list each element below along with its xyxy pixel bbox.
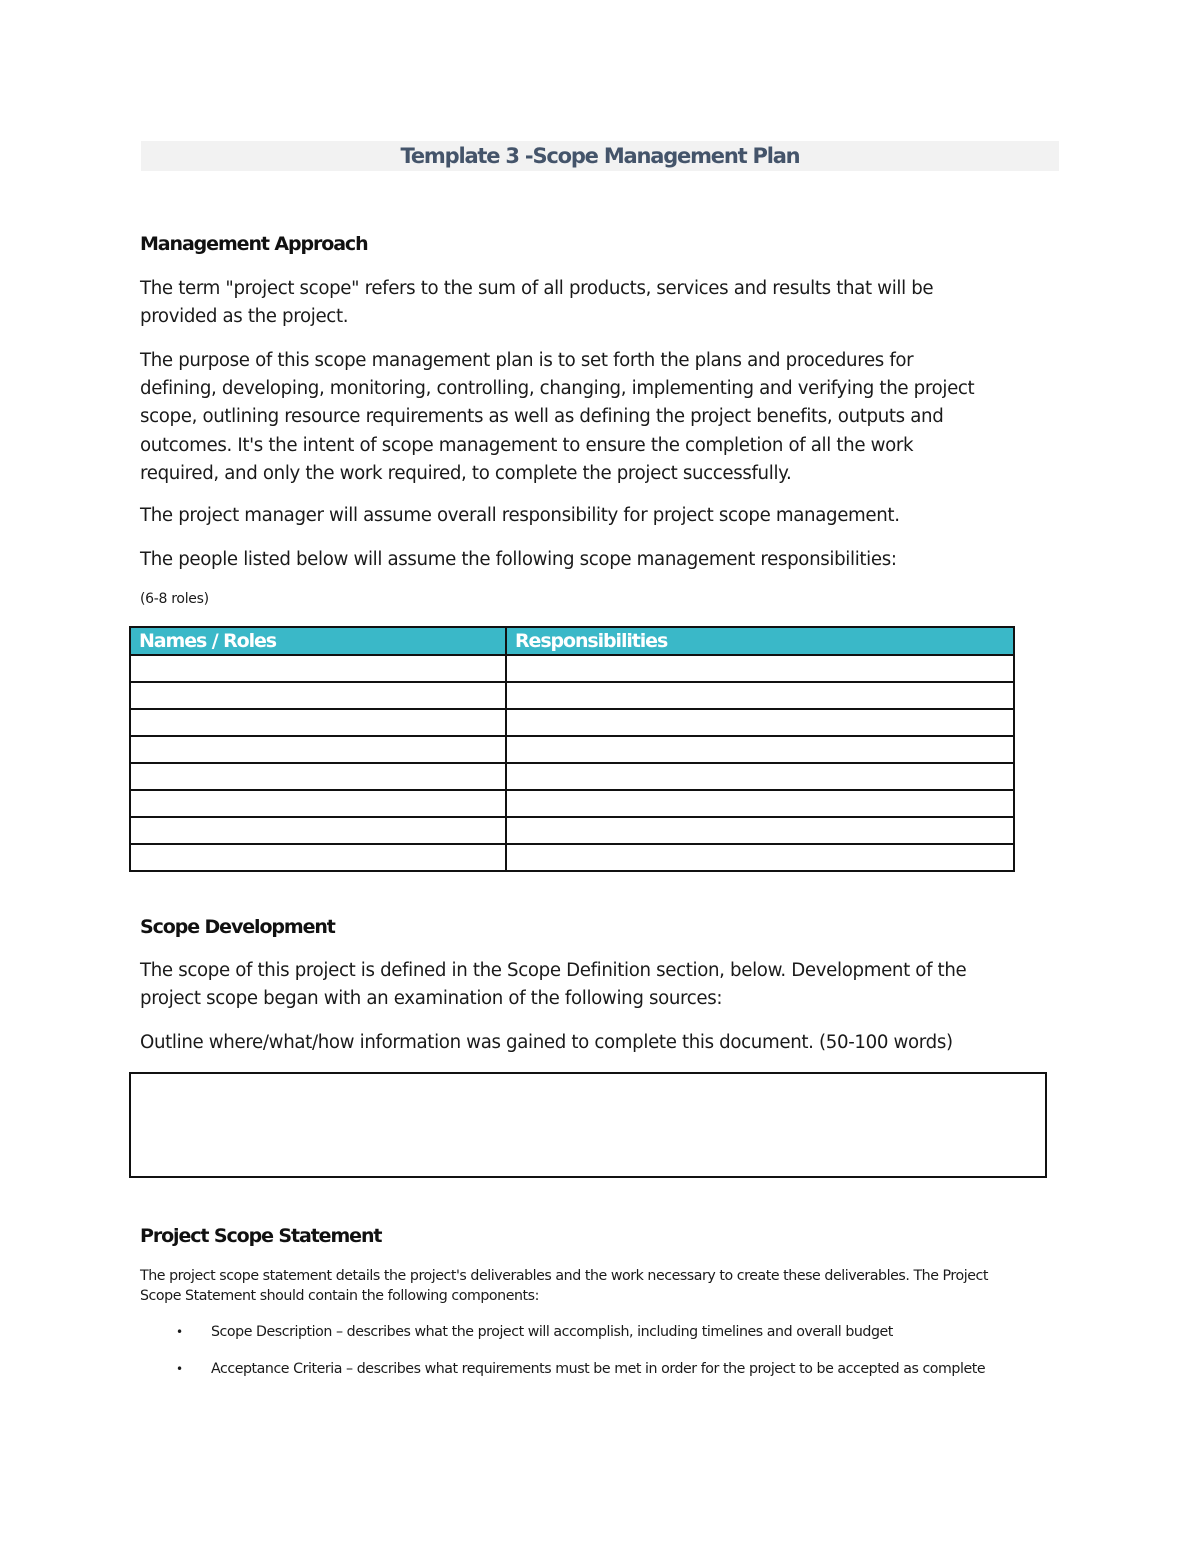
text-line: required, and only the work required, to complete the project successfully. [140,462,792,484]
text-line: outcomes. It's the intent of scope management to ensure the completion of all the work [140,434,914,456]
heading-scope-development: Scope Development [140,916,335,938]
bullet-icon: • [176,1325,183,1339]
responsibility-cell[interactable] [506,682,1014,709]
bullet-text: Scope Description – describes what the project will accomplish, including timelines and overall budget [211,1324,893,1340]
bullet-item-scope-description [176,1322,893,1342]
name-role-cell[interactable] [130,655,506,682]
text-line: The scope of this project is defined in the Scope Definition section, below. Development of the [140,960,967,981]
sources-answer-box[interactable] [129,1072,1047,1178]
bullet-item-acceptance-criteria [176,1359,985,1379]
text-line: Scope Statement should contain the following components: [140,1288,539,1304]
table-row [130,709,1014,736]
name-role-cell[interactable] [130,682,506,709]
name-role-cell[interactable] [130,763,506,790]
paragraph-purpose [140,347,974,488]
text-line: provided as the project. [140,306,349,328]
roles-count-note: (6-8 roles) [140,591,209,607]
paragraph-scope-statement-intro [140,1266,988,1306]
responsibility-cell[interactable] [506,790,1014,817]
table-row [130,655,1014,682]
roles-responsibilities-table [129,626,1015,872]
table-header-row [130,627,1014,655]
bullet-text: Acceptance Criteria – describes what requirements must be met in order for the project to be accepted as complete [211,1361,986,1377]
text-line: defining, developing, monitoring, controlling, changing, implementing and verifying the project [140,378,975,400]
paragraph-scope-definition [140,957,966,1013]
text-line: project scope began with an examination of the following sources: [140,988,723,1010]
name-role-cell[interactable] [130,709,506,736]
name-role-cell[interactable] [130,790,506,817]
text-line: The term "project scope" refers to the sum of all products, services and results that will be [140,278,934,299]
paragraph-responsibilities-intro: The people listed below will assume the following scope management responsibilities: [140,549,897,570]
table-row [130,736,1014,763]
heading-management-approach: Management Approach [140,233,368,255]
column-header-responsibilities: Responsibilities [506,627,1014,655]
text-line: The project scope statement details the project's deliverables and the work necessary to create these deliverables. The Project [140,1268,988,1284]
table-row [130,682,1014,709]
table-row [130,790,1014,817]
heading-project-scope-statement: Project Scope Statement [140,1225,382,1247]
responsibility-cell[interactable] [506,709,1014,736]
bullet-icon: • [176,1362,183,1376]
paragraph-project-manager: The project manager will assume overall responsibility for project scope management. [140,505,900,526]
table-row [130,844,1014,871]
title-band [141,141,1059,171]
name-role-cell[interactable] [130,817,506,844]
table-row [130,763,1014,790]
responsibility-cell[interactable] [506,844,1014,871]
document-title: Template 3 -Scope Management Plan [400,144,800,168]
paragraph-project-scope-definition [140,275,933,331]
name-role-cell[interactable] [130,844,506,871]
text-line: scope, outlining resource requirements as well as defining the project benefits, outputs and [140,406,944,428]
responsibility-cell[interactable] [506,817,1014,844]
paragraph-outline-instructions: Outline where/what/how information was gained to complete this document. (50-100 words) [140,1032,953,1053]
text-line: The purpose of this scope management plan is to set forth the plans and procedures for [140,350,914,371]
name-role-cell[interactable] [130,736,506,763]
table-row [130,817,1014,844]
responsibility-cell[interactable] [506,655,1014,682]
column-header-names-roles: Names / Roles [130,627,506,655]
responsibility-cell[interactable] [506,736,1014,763]
responsibility-cell[interactable] [506,763,1014,790]
